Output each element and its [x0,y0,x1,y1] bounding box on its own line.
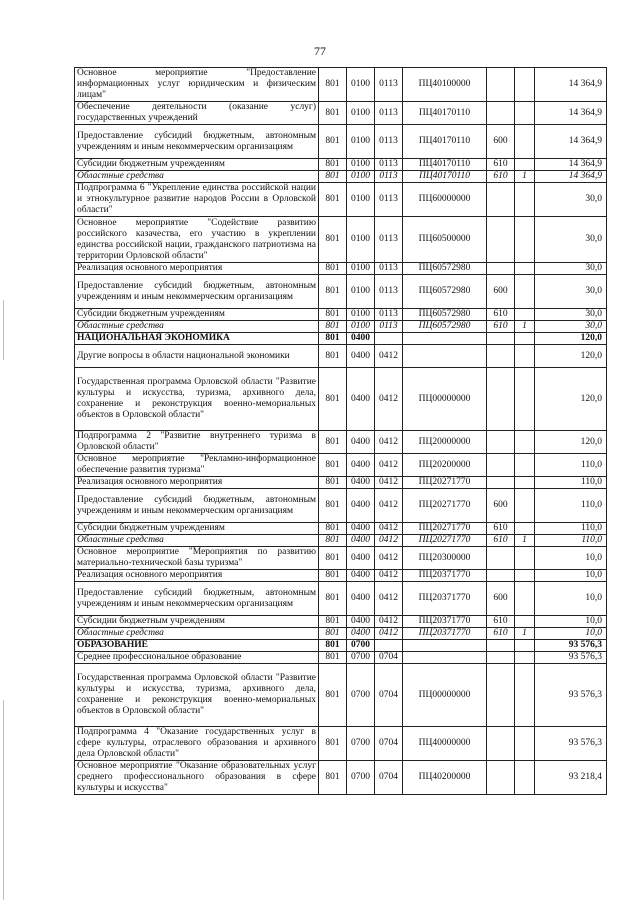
table-row [75,489,607,523]
target-article-code: ПЦ20200000 [403,454,487,477]
expense-type-code [487,333,515,345]
expense-type-code: 610 [487,628,515,640]
table-row [75,664,607,727]
table-row [75,570,607,582]
table-row [75,477,607,489]
expense-type-code: 600 [487,125,515,159]
department-code: 801 [319,761,347,795]
table-row [75,582,607,616]
target-article-code: ПЦ60572980 [403,321,487,333]
department-code: 801 [319,616,347,628]
subsection-code: 0412 [375,368,403,431]
table-row [75,159,607,171]
expense-type-code [487,761,515,795]
row-name: Реализация основного мероприятия [75,570,319,582]
row-name: Областные средства [75,321,319,333]
expense-type-code: 610 [487,321,515,333]
table-row [75,523,607,535]
subsection-code: 0412 [375,431,403,454]
row-name: Государственная программа Орловской области "Развитие культуры и искусства, туризма, архивного дела, сохранение и реконструкция военно-мемориальных объектов в Орловской области" [75,664,319,727]
target-article-code: ПЦ40170110 [403,102,487,125]
funding-source-code: 1 [515,535,535,547]
subsection-code: 0704 [375,652,403,664]
subsection-code: 0113 [375,171,403,183]
target-article-code: ПЦ00000000 [403,368,487,431]
funding-source-code [515,652,535,664]
row-sum: 93 576,3 [535,664,607,727]
row-sum: 10,0 [535,616,607,628]
expense-type-code [487,345,515,368]
subsection-code: 0412 [375,489,403,523]
subsection-code: 0412 [375,454,403,477]
expense-type-code [487,263,515,275]
subsection-code: 0704 [375,664,403,727]
funding-source-code [515,345,535,368]
expense-type-code [487,652,515,664]
section-code: 0100 [347,171,375,183]
row-name: Основное мероприятие "Мероприятия по развитию материально-технической базы туризма" [75,547,319,570]
target-article-code: ПЦ60572980 [403,309,487,321]
target-article-code [403,652,487,664]
department-code: 801 [319,102,347,125]
funding-source-code [515,489,535,523]
funding-source-code [515,159,535,171]
expense-type-code: 600 [487,275,515,309]
row-sum: 120,0 [535,368,607,431]
section-code: 0400 [347,333,375,345]
department-code: 801 [319,183,347,217]
row-sum: 93 576,3 [535,727,607,761]
row-sum: 30,0 [535,217,607,263]
department-code: 801 [319,535,347,547]
funding-source-code [515,125,535,159]
row-name: Основное мероприятие "Предоставление информационных услуг юридическим и физическим лицам" [75,68,319,102]
row-sum: 110,0 [535,523,607,535]
table-row [75,761,607,795]
target-article-code: ПЦ20000000 [403,431,487,454]
row-name: Подпрограмма 4 "Оказание государственных услуг в сфере культуры, отраслевого образования и архивного дела Орловской области" [75,727,319,761]
table-row [75,68,607,102]
funding-source-code [515,477,535,489]
row-sum: 10,0 [535,582,607,616]
target-article-code [403,640,487,652]
row-name: Основное мероприятие "Оказание образовательных услуг среднего профессионального образования в сфере культуры и искусства" [75,761,319,795]
expense-type-code [487,183,515,217]
section-code: 0100 [347,263,375,275]
row-sum: 93 576,3 [535,652,607,664]
table-row [75,333,607,345]
department-code: 801 [319,547,347,570]
department-code: 801 [319,652,347,664]
row-name: Предоставление субсидий бюджетным, автономным учреждениям и иным некоммерческим организациям [75,125,319,159]
row-name: Предоставление субсидий бюджетным, автономным учреждениям и иным некоммерческим организациям [75,582,319,616]
section-code: 0100 [347,125,375,159]
row-sum: 14 364,9 [535,171,607,183]
section-code: 0400 [347,489,375,523]
target-article-code: ПЦ60572980 [403,263,487,275]
row-sum: 120,0 [535,431,607,454]
section-code: 0400 [347,431,375,454]
expense-type-code: 600 [487,489,515,523]
row-name: Реализация основного мероприятия [75,477,319,489]
target-article-code: ПЦ20300000 [403,547,487,570]
department-code: 801 [319,664,347,727]
subsection-code: 0412 [375,477,403,489]
table-row [75,727,607,761]
table-row [75,171,607,183]
page-number: 77 [314,44,326,58]
funding-source-code: 1 [515,321,535,333]
subsection-code: 0412 [375,547,403,570]
row-name: Субсидии бюджетным учреждениям [75,616,319,628]
department-code: 801 [319,477,347,489]
target-article-code: ПЦ40170110 [403,171,487,183]
subsection-code: 0412 [375,628,403,640]
department-code: 801 [319,159,347,171]
row-sum: 10,0 [535,570,607,582]
funding-source-code: 1 [515,171,535,183]
row-name: Предоставление субсидий бюджетным, автономным учреждениям и иным некоммерческим организациям [75,275,319,309]
department-code: 801 [319,171,347,183]
expense-type-code [487,640,515,652]
subsection-code: 0113 [375,321,403,333]
funding-source-code [515,263,535,275]
funding-source-code: 1 [515,628,535,640]
row-name: Другие вопросы в области национальной экономики [75,345,319,368]
target-article-code [403,345,487,368]
table-row [75,535,607,547]
subsection-code: 0113 [375,68,403,102]
subsection-code: 0113 [375,125,403,159]
department-code: 801 [319,454,347,477]
row-sum: 120,0 [535,345,607,368]
expense-type-code: 610 [487,535,515,547]
target-article-code: ПЦ20371770 [403,582,487,616]
table-row [75,454,607,477]
row-name: Государственная программа Орловской области "Развитие культуры и искусства, туризма, архивного дела, сохранение и реконструкция военно-мемориальных объектов в Орловской области" [75,368,319,431]
row-name: Субсидии бюджетным учреждениям [75,523,319,535]
expense-type-code [487,664,515,727]
row-sum: 14 364,9 [535,159,607,171]
section-code: 0100 [347,102,375,125]
funding-source-code [515,275,535,309]
funding-source-code [515,309,535,321]
subsection-code: 0412 [375,523,403,535]
row-name: Субсидии бюджетным учреждениям [75,309,319,321]
row-sum: 30,0 [535,183,607,217]
row-sum: 110,0 [535,489,607,523]
funding-source-code [515,102,535,125]
table-row [75,263,607,275]
subsection-code: 0113 [375,102,403,125]
expense-type-code [487,727,515,761]
department-code: 801 [319,309,347,321]
expense-type-code: 610 [487,523,515,535]
table-row [75,640,607,652]
section-code: 0700 [347,652,375,664]
funding-source-code [515,68,535,102]
row-name: Областные средства [75,628,319,640]
funding-source-code [515,727,535,761]
row-name: Подпрограмма 2 "Развитие внутреннего туризма в Орловской области" [75,431,319,454]
expense-type-code: 610 [487,159,515,171]
funding-source-code [515,368,535,431]
section-code: 0400 [347,523,375,535]
funding-source-code [515,454,535,477]
funding-source-code [515,582,535,616]
subsection-code: 0412 [375,616,403,628]
row-name: Среднее профессиональное образование [75,652,319,664]
department-code: 801 [319,68,347,102]
department-code: 801 [319,345,347,368]
row-sum: 10,0 [535,628,607,640]
subsection-code: 0113 [375,263,403,275]
row-name: Субсидии бюджетным учреждениям [75,159,319,171]
department-code: 801 [319,489,347,523]
funding-source-code [515,640,535,652]
section-code: 0100 [347,321,375,333]
department-code: 801 [319,263,347,275]
row-sum: 30,0 [535,309,607,321]
target-article-code: ПЦ20371770 [403,570,487,582]
expense-type-code [487,570,515,582]
section-code: 0100 [347,159,375,171]
section-code: 0700 [347,727,375,761]
row-sum: 93 576,3 [535,640,607,652]
subsection-code: 0412 [375,570,403,582]
funding-source-code [515,333,535,345]
table-row [75,102,607,125]
row-name: НАЦИОНАЛЬНАЯ ЭКОНОМИКА [75,333,319,345]
scan-edge-mark [3,300,4,360]
funding-source-code [515,761,535,795]
budget-table-body [75,68,607,795]
expense-type-code [487,68,515,102]
section-code: 0400 [347,345,375,368]
row-name: Областные средства [75,171,319,183]
section-code: 0400 [347,477,375,489]
table-row [75,652,607,664]
department-code: 801 [319,333,347,345]
row-name: Реализация основного мероприятия [75,263,319,275]
row-sum: 110,0 [535,535,607,547]
section-code: 0400 [347,535,375,547]
row-sum: 30,0 [535,263,607,275]
row-sum: 120,0 [535,333,607,345]
expense-type-code: 610 [487,171,515,183]
department-code: 801 [319,570,347,582]
table-row [75,431,607,454]
target-article-code: ПЦ60500000 [403,217,487,263]
target-article-code: ПЦ00000000 [403,664,487,727]
expense-type-code [487,454,515,477]
department-code: 801 [319,217,347,263]
row-name: Обеспечение деятельности (оказание услуг) государственных учреждений [75,102,319,125]
target-article-code: ПЦ60000000 [403,183,487,217]
subsection-code [375,333,403,345]
department-code: 801 [319,368,347,431]
row-name: Основное мероприятие "Содействие развитию российского казачества, его участию в укреплении единства российской нации, гражданского патриотизма на территории Орловской области" [75,217,319,263]
subsection-code: 0113 [375,275,403,309]
subsection-code: 0704 [375,727,403,761]
subsection-code: 0704 [375,761,403,795]
expense-type-code: 610 [487,616,515,628]
table-row [75,628,607,640]
department-code: 801 [319,727,347,761]
target-article-code [403,333,487,345]
department-code: 801 [319,431,347,454]
target-article-code: ПЦ20371770 [403,616,487,628]
section-code: 0700 [347,664,375,727]
row-name: Областные средства [75,535,319,547]
section-code: 0700 [347,640,375,652]
funding-source-code [515,616,535,628]
section-code: 0100 [347,309,375,321]
table-row [75,275,607,309]
section-code: 0100 [347,217,375,263]
target-article-code: ПЦ20271770 [403,489,487,523]
table-row [75,616,607,628]
subsection-code: 0113 [375,309,403,321]
expense-type-code [487,547,515,570]
section-code: 0100 [347,68,375,102]
section-code: 0400 [347,628,375,640]
funding-source-code [515,183,535,217]
section-code: 0400 [347,570,375,582]
row-sum: 10,0 [535,547,607,570]
row-name: Основное мероприятие "Рекламно-информационное обеспечение развития туризма" [75,454,319,477]
funding-source-code [515,664,535,727]
department-code: 801 [319,523,347,535]
expense-type-code: 610 [487,309,515,321]
section-code: 0400 [347,368,375,431]
department-code: 801 [319,125,347,159]
row-name: ОБРАЗОВАНИЕ [75,640,319,652]
table-row [75,217,607,263]
subsection-code: 0113 [375,217,403,263]
department-code: 801 [319,275,347,309]
department-code: 801 [319,582,347,616]
row-sum: 110,0 [535,454,607,477]
table-row [75,125,607,159]
expense-type-code [487,102,515,125]
row-sum: 30,0 [535,275,607,309]
row-name: Подпрограмма 6 "Укрепление единства российской нации и этнокультурное развитие народов России в Орловской области" [75,183,319,217]
table-row [75,368,607,431]
target-article-code: ПЦ40170110 [403,125,487,159]
expense-type-code [487,477,515,489]
section-code: 0700 [347,761,375,795]
row-sum: 14 364,9 [535,125,607,159]
expense-type-code [487,217,515,263]
target-article-code: ПЦ40000000 [403,727,487,761]
subsection-code: 0412 [375,535,403,547]
budget-table [74,67,607,795]
target-article-code: ПЦ20271770 [403,477,487,489]
section-code: 0400 [347,454,375,477]
table-row [75,547,607,570]
row-sum: 30,0 [535,321,607,333]
table-row [75,309,607,321]
table-row [75,345,607,368]
department-code: 801 [319,321,347,333]
section-code: 0400 [347,582,375,616]
target-article-code: ПЦ40100000 [403,68,487,102]
section-code: 0400 [347,547,375,570]
subsection-code: 0113 [375,159,403,171]
subsection-code: 0412 [375,582,403,616]
funding-source-code [515,523,535,535]
funding-source-code [515,547,535,570]
row-sum: 14 364,9 [535,68,607,102]
department-code: 801 [319,640,347,652]
expense-type-code: 600 [487,582,515,616]
table-row [75,183,607,217]
target-article-code: ПЦ20271770 [403,523,487,535]
funding-source-code [515,570,535,582]
target-article-code: ПЦ40200000 [403,761,487,795]
row-sum: 93 218,4 [535,761,607,795]
row-sum: 14 364,9 [535,102,607,125]
section-code: 0100 [347,183,375,217]
target-article-code: ПЦ60572980 [403,275,487,309]
section-code: 0400 [347,616,375,628]
department-code: 801 [319,628,347,640]
table-row [75,321,607,333]
target-article-code: ПЦ20271770 [403,535,487,547]
subsection-code: 0412 [375,345,403,368]
row-sum: 110,0 [535,477,607,489]
funding-source-code [515,217,535,263]
target-article-code: ПЦ20371770 [403,628,487,640]
scan-edge-mark [3,700,4,900]
subsection-code: 0113 [375,183,403,217]
row-name: Предоставление субсидий бюджетным, автономным учреждениям и иным некоммерческим организациям [75,489,319,523]
expense-type-code [487,431,515,454]
funding-source-code [515,431,535,454]
section-code: 0100 [347,275,375,309]
subsection-code [375,640,403,652]
expense-type-code [487,368,515,431]
target-article-code: ПЦ40170110 [403,159,487,171]
